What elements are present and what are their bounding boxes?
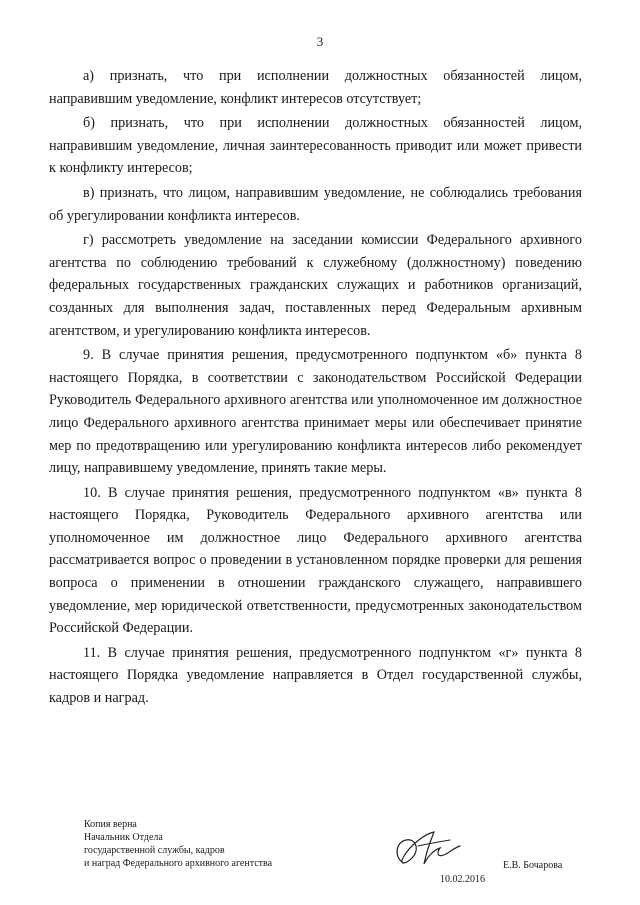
position-line: государственной службы, кадров <box>84 845 225 856</box>
position-line: и наград Федерального архивного агентства <box>84 858 273 869</box>
certification-block <box>84 818 272 870</box>
signature-date: 10.02.2016 <box>440 874 485 885</box>
signer-name: Е.В. Бочарова <box>503 860 563 871</box>
document-body <box>49 65 582 712</box>
paragraph-9: 9. В случае принятия решения, предусмотренного подпунктом «б» пункта 8 настоящего Порядка, в соответствии с законодательством Российской Федерации Руководитель Федерального архивного агентства или уполномоченное им должностное лицо Федерального архивного агентства принимает меры или обеспечивает принятие мер по предотвращению или урегулированию конфликта интересов либо рекомендует лицу, направившему уведомление, принять такие меры. <box>49 347 582 477</box>
position-line: Начальник Отдела <box>84 832 163 843</box>
paragraph-g: г) рассмотреть уведомление на заседании комиссии Федерального архивного агентства по соблюдению требований к служебному (должностному) поведению федеральных государственных гражданских служащих и работников организаций, созданных для выполнения задач, поставленных перед Федеральным архивным агентством, и урегулированию конфликта интересов. <box>49 232 582 339</box>
certification-label: Копия верна <box>84 819 137 830</box>
paragraph-10: 10. В случае принятия решения, предусмотренного подпунктом «в» пункта 8 настоящего Порядка, Руководитель Федерального архивного агентства или уполномоченное им должностное лицо Федерального архивного агентства рассматривается вопрос о проведении в установленном порядке проверки для решения вопроса о применении в отношении гражданского служащего, направившего уведомление, мер юридической ответственности, предусмотренных законодательством Российской Федерации. <box>49 484 582 637</box>
paragraph-b: б) признать, что при исполнении должностных обязанностей лицом, направившим уведомление, личная заинтересованность приводит или может привести к конфликту интересов; <box>49 115 582 177</box>
handwritten-signature <box>390 826 462 874</box>
page-number: 3 <box>316 34 324 49</box>
paragraph-a: а) признать, что при исполнении должностных обязанностей лицом, направившим уведомление, конфликт интересов отсутствует; <box>49 68 582 107</box>
paragraph-v: в) признать, что лицом, направившим уведомление, не соблюдались требования об урегулировании конфликта интересов. <box>49 184 582 224</box>
paragraph-11: 11. В случае принятия решения, предусмотренного подпунктом «г» пункта 8 настоящего Порядка уведомление направляется в Отдел государственной службы, кадров и наград. <box>49 644 582 707</box>
